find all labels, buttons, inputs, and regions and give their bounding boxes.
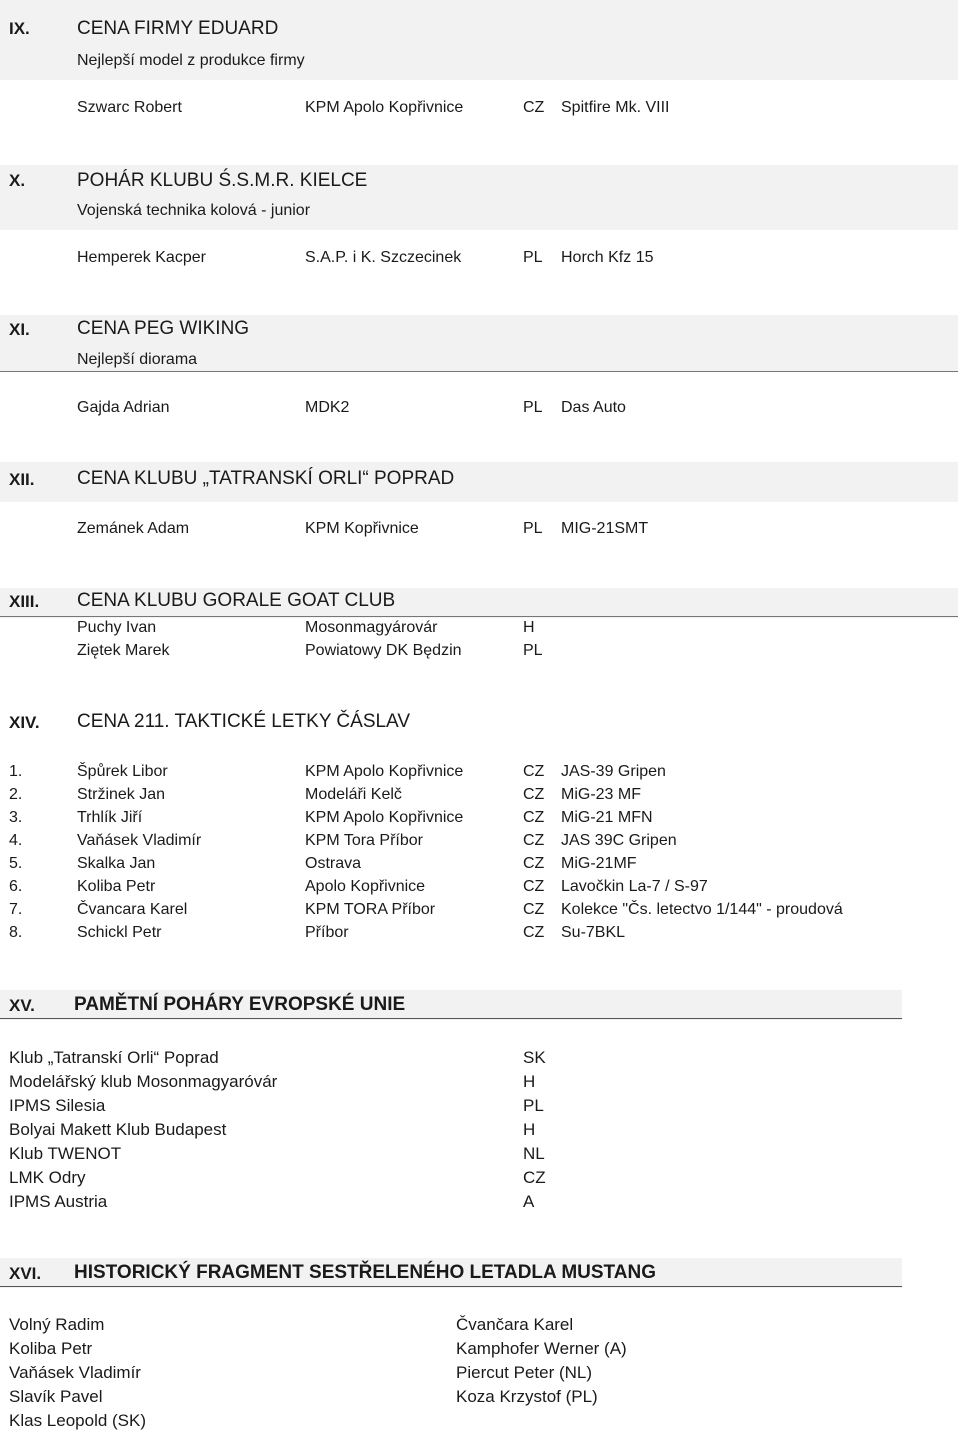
winner-name: Zemánek Adam bbox=[77, 520, 190, 537]
winner-name: Schickl Petr bbox=[77, 924, 162, 941]
section-subtitle: Vojenská technika kolová - junior bbox=[77, 202, 311, 219]
winner-model: Lavočkin La-7 / S-97 bbox=[561, 878, 708, 895]
winner-model: MIG-21SMT bbox=[561, 520, 649, 537]
person-name: Klas Leopold (SK) bbox=[9, 1411, 147, 1430]
winner-model: MiG-21MF bbox=[561, 855, 637, 872]
winner-model: JAS-39 Gripen bbox=[561, 763, 666, 780]
winner-club: KPM Kopřivnice bbox=[305, 520, 419, 537]
winner-club: Powiatowy DK Będzin bbox=[305, 642, 462, 659]
winner-club: KPM Apolo Kopřivnice bbox=[305, 809, 464, 826]
winner-model: MiG-21 MFN bbox=[561, 809, 653, 826]
section-title: CENA 211. TAKTICKÉ LETKY ČÁSLAV bbox=[77, 711, 410, 732]
rank-number: 2. bbox=[9, 786, 23, 803]
winner-club: Modeláři Kelč bbox=[305, 786, 402, 803]
rank-number: 5. bbox=[9, 855, 23, 872]
club-country: H bbox=[523, 1072, 536, 1091]
winner-model: Spitfire Mk. VIII bbox=[561, 99, 670, 116]
person-name: Piercut Peter (NL) bbox=[456, 1363, 593, 1382]
winner-club: KPM Tora Příbor bbox=[305, 832, 423, 849]
divider bbox=[0, 371, 958, 372]
divider bbox=[0, 616, 958, 617]
section-number: X. bbox=[9, 171, 26, 190]
club-country: SK bbox=[523, 1048, 546, 1067]
winner-model: Das Auto bbox=[561, 399, 626, 416]
winner-country: PL bbox=[523, 520, 543, 537]
section-title: POHÁR KLUBU Ś.S.M.R. KIELCE bbox=[77, 170, 368, 191]
club-name: Klub TWENOT bbox=[9, 1144, 122, 1163]
person-name: Koza Krzystof (PL) bbox=[456, 1387, 598, 1406]
winner-club: S.A.P. i K. Szczecinek bbox=[305, 249, 462, 266]
winner-country: CZ bbox=[523, 901, 545, 918]
club-name: Bolyai Makett Klub Budapest bbox=[9, 1120, 227, 1139]
winner-country: CZ bbox=[523, 763, 545, 780]
person-name: Koliba Petr bbox=[9, 1339, 93, 1358]
person-name: Slavík Pavel bbox=[9, 1387, 103, 1406]
club-name: LMK Odry bbox=[9, 1168, 86, 1187]
club-name: Klub „Tatranskí Orli“ Poprad bbox=[9, 1048, 219, 1067]
section-number: XIII. bbox=[9, 592, 40, 611]
winner-name: Trhlík Jiří bbox=[77, 809, 143, 826]
divider bbox=[0, 1286, 902, 1287]
winner-name: Špůrek Libor bbox=[77, 763, 168, 780]
winner-name: Hemperek Kacper bbox=[77, 249, 206, 266]
section-number: XII. bbox=[9, 470, 35, 489]
rank-number: 6. bbox=[9, 878, 23, 895]
winner-model: Kolekce "Čs. letectvo 1/144" - proudová bbox=[561, 901, 843, 918]
section-title: CENA PEG WIKING bbox=[77, 318, 250, 339]
person-name: Kamphofer Werner (A) bbox=[456, 1339, 627, 1358]
club-country: PL bbox=[523, 1096, 544, 1115]
winner-country: PL bbox=[523, 642, 543, 659]
section-subtitle: Nejlepší diorama bbox=[77, 351, 198, 368]
winner-name: Čvancara Karel bbox=[77, 901, 188, 918]
club-country: NL bbox=[523, 1144, 545, 1163]
winner-club: KPM Apolo Kopřivnice bbox=[305, 99, 464, 116]
section-number: XIV. bbox=[9, 713, 40, 732]
rank-number: 1. bbox=[9, 763, 23, 780]
winner-name: Gajda Adrian bbox=[77, 399, 170, 416]
section-title: PAMĚTNÍ POHÁRY EVROPSKÉ UNIE bbox=[74, 994, 406, 1015]
person-name: Vaňásek Vladimír bbox=[9, 1363, 141, 1382]
section-title: CENA KLUBU „TATRANSKÍ ORLI“ POPRAD bbox=[77, 468, 455, 489]
club-name: IPMS Silesia bbox=[9, 1096, 106, 1115]
section-number: XI. bbox=[9, 320, 30, 339]
winner-country: PL bbox=[523, 399, 543, 416]
winner-name: Szwarc Robert bbox=[77, 99, 182, 116]
section-title: CENA FIRMY EDUARD bbox=[77, 18, 279, 39]
club-name: Modelářský klub Mosonmagyaróvár bbox=[9, 1072, 278, 1091]
section-title: CENA KLUBU GORALE GOAT CLUB bbox=[77, 590, 396, 611]
winner-name: Puchy Ivan bbox=[77, 619, 157, 636]
winner-country: CZ bbox=[523, 809, 545, 826]
section-title: HISTORICKÝ FRAGMENT SESTŘELENÉHO LETADLA MUSTANG bbox=[74, 1262, 656, 1283]
winner-country: CZ bbox=[523, 878, 545, 895]
winner-name: Stržinek Jan bbox=[77, 786, 166, 803]
winner-country: CZ bbox=[523, 855, 545, 872]
winner-model: JAS 39C Gripen bbox=[561, 832, 677, 849]
rank-number: 7. bbox=[9, 901, 23, 918]
winner-name: Vaňásek Vladimír bbox=[77, 832, 202, 849]
section-number: XV. bbox=[9, 996, 35, 1015]
winner-model: MiG-23 MF bbox=[561, 786, 641, 803]
club-country: A bbox=[523, 1192, 535, 1211]
person-name: Volný Radim bbox=[9, 1315, 105, 1334]
winner-club: Ostrava bbox=[305, 855, 362, 872]
winner-model: Su-7BKL bbox=[561, 924, 626, 941]
club-country: H bbox=[523, 1120, 536, 1139]
winner-club: KPM TORA Příbor bbox=[305, 901, 436, 918]
person-name: Čvančara Karel bbox=[456, 1315, 574, 1334]
winner-club: Příbor bbox=[305, 924, 349, 941]
winner-club: MDK2 bbox=[305, 399, 350, 416]
rank-number: 8. bbox=[9, 924, 23, 941]
winner-name: Skalka Jan bbox=[77, 855, 156, 872]
winner-model: Horch Kfz 15 bbox=[561, 249, 654, 266]
winner-club: Mosonmagyárovár bbox=[305, 619, 438, 636]
rank-number: 4. bbox=[9, 832, 23, 849]
section-number: XVI. bbox=[9, 1264, 42, 1283]
winner-country: PL bbox=[523, 249, 543, 266]
winner-name: Koliba Petr bbox=[77, 878, 156, 895]
rank-number: 3. bbox=[9, 809, 23, 826]
winner-country: CZ bbox=[523, 786, 545, 803]
winner-country: CZ bbox=[523, 924, 545, 941]
club-country: CZ bbox=[523, 1168, 546, 1187]
winner-club: KPM Apolo Kopřivnice bbox=[305, 763, 464, 780]
section-subtitle: Nejlepší model z produkce firmy bbox=[77, 52, 305, 69]
divider bbox=[0, 1018, 902, 1019]
section-number: IX. bbox=[9, 19, 30, 38]
club-name: IPMS Austria bbox=[9, 1192, 108, 1211]
winner-name: Ziętek Marek bbox=[77, 642, 170, 659]
winner-country: CZ bbox=[523, 832, 545, 849]
winner-country: CZ bbox=[523, 99, 545, 116]
winner-club: Apolo Kopřivnice bbox=[305, 878, 426, 895]
winner-country: H bbox=[523, 619, 535, 636]
